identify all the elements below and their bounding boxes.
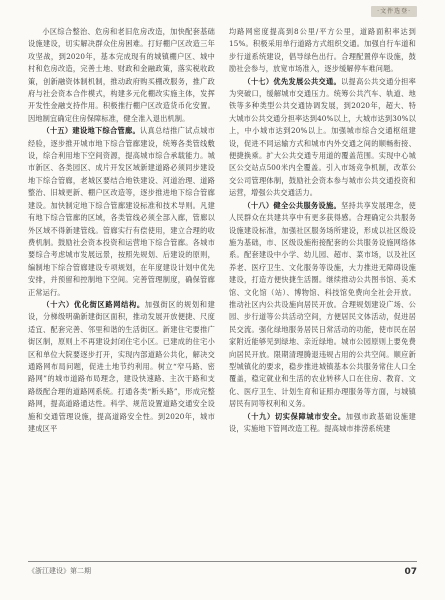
section-heading-19: （十九）切实保障城市安全。 — [243, 411, 346, 421]
paragraph-utility-tunnel — [28, 125, 215, 299]
paragraph-city-safety — [229, 411, 416, 436]
section-body-17: 以提高公共交通分担率为突破口，缓解城市交通压力。统筹公共汽车、轨道、地铁等多种类型公共交通协调发展，到2020年，超大、特大城市公共交通分担率达到40%以上，大城市达到30%以上，中小城市达到20%以上。加强城市综合交通枢纽建设，促进不同运输方式和城市内外交通之间的顺畅衔接、便捷换乘。扩大公共交通专用道的覆盖范围。实现中心城区公交站点500米内全覆盖。引入市场竞争机制，改革公交公司管理体制，鼓励社会资本参与城市公共交通投资和运营，增强公共交通活力。 — [229, 76, 416, 198]
section-body-16: 加强街区的规划和建设，分梯级明确新建街区面积，推动发展开放便捷、尺度适宜、配套完善、邻里和谐的生活街区。新建住宅要推广街区制，原则上不再建设封闭住宅小区。已建成的住宅小区和单位大院要逐步打开，实现内部道路公共化，解决交通路网布局问题，促进土地节约利用。树立“窄马路、密路网”的城市道路布局理念，建设快速路、主次干路和支路级配合理的道路网系统。打通各类“断头路”，形成完整路网，提高道路通达性。科学、规范设置道路交通安全设施和交通管理设施，提高道路安全性。到2020年，城市建成区平 — [28, 299, 215, 433]
paragraph-road-network — [28, 299, 215, 435]
section-heading-17: （十七）优先发展公共交通。 — [243, 76, 342, 86]
paragraph-public-services — [229, 200, 416, 411]
paragraph-road-network-continued: 均路网密度提高到8公里/平方公里，道路面积率达到15%。积极采用单行道路方式组织交通。加强自行车道和步行道系统建设，倡导绿色出行。合理配置停车设施，鼓励社会参与，放宽市场准入，逐步缓解停车难问题。 — [229, 27, 416, 74]
section-body-18: 坚持共享发展理念，使人民群众在共建共享中有更多获得感。合理确定公共服务设施建设标准，加强社区服务场所建设，形成以社区级设施为基础，市、区级设施衔接配套的公共服务设施网络体系。配套建设中小学、幼儿园、超市、菜市场，以及社区养老、医疗卫生、文化服务等设施，大力推进无障碍设施建设，打造方便快捷生活圈。继续推动公共图书馆、美术馆、文化馆（站）、博物馆、科技馆免费向全社会开放。推动社区内公共设施向居民开放。合理规划建设广场、公园、步行道等公共活动空间，方便居民文体活动，促进居民交流。强化绿地服务居民日常活动的功能，使市民在居家附近能够见到绿地、亲近绿地。城市公园原则上要免费向居民开放。限期清理腾退违规占用的公共空间。顺应新型城镇化的要求，稳步推进城镇基本公共服务常住人口全覆盖，稳定就业和生活的农业转移人口在住房、教育、文化、医疗卫生、计划生育和证照办理服务等方面，与城镇居民有同等权利和义务。 — [229, 200, 416, 409]
section-body-15: 认真总结推广试点城市经验，逐步推开城市地下综合管廊建设，统筹各类管线敷设，综合利用地下空间资源，提高城市综合承载能力。城市新区、各类园区、成片开发区域新建道路必须同步建设地下综合管廊，老城区要结合地铁建设、河道治理、道路整治、旧城更新、棚户区改造等，逐步推进地下综合管廊建设。加快制定地下综合管廊建设标准和技术导则。凡建有地下综合管廊的区域，各类管线必须全部入廊，管廊以外区域不得新建管线。管廊实行有偿使用，建立合理的收费机制。鼓励社会资本投资和运营地下综合管廊。各城市要综合考虑城市发展远景，按照先规划、后建设的原则，编制地下综合管廊建设专项规划，在年度建设计划中优先安排，并预留和控制地下空间。完善管理制度，确保管廊正常运行。 — [28, 126, 215, 297]
paragraph-housing: 小区综合整治、危房和老旧危房改造，加快配套基础设施建设，切实解决群众住房困难。打好棚户区改造三年攻坚战，到2020年，基本完成现有的城镇棚户区、城中村和危房改造，完善土地、财政和金融政策，落实税收政策，创新融资体制机制，推动政府购买棚改服务，推广政府与社会资本合作模式，构建多元化棚改实施主体，发挥开发性金融支持作用。积极推行棚户区改造货币化安置。因地制宜确定住房保障标准，健全准入退出机制。 — [28, 27, 215, 123]
section-body-19: 加强市政基础设施建设，实施地下管网改造工程。提高城市排涝系统建 — [229, 411, 416, 433]
footer-divider — [28, 561, 417, 562]
right-column — [229, 26, 416, 435]
section-heading-15: （十五）建设地下综合管廊。 — [42, 126, 141, 136]
section-badge: ·文件选登· — [371, 6, 417, 17]
page-number: 07 — [404, 567, 417, 577]
paragraph-public-transit — [229, 76, 416, 200]
publication-name: 《浙江建设》第二期 — [28, 567, 91, 575]
left-column — [28, 26, 215, 435]
article-columns — [28, 26, 417, 435]
section-heading-18: （十八）健全公共服务设施。 — [243, 200, 342, 210]
section-heading-16: （十六）优化街区路网结构。 — [42, 299, 145, 309]
